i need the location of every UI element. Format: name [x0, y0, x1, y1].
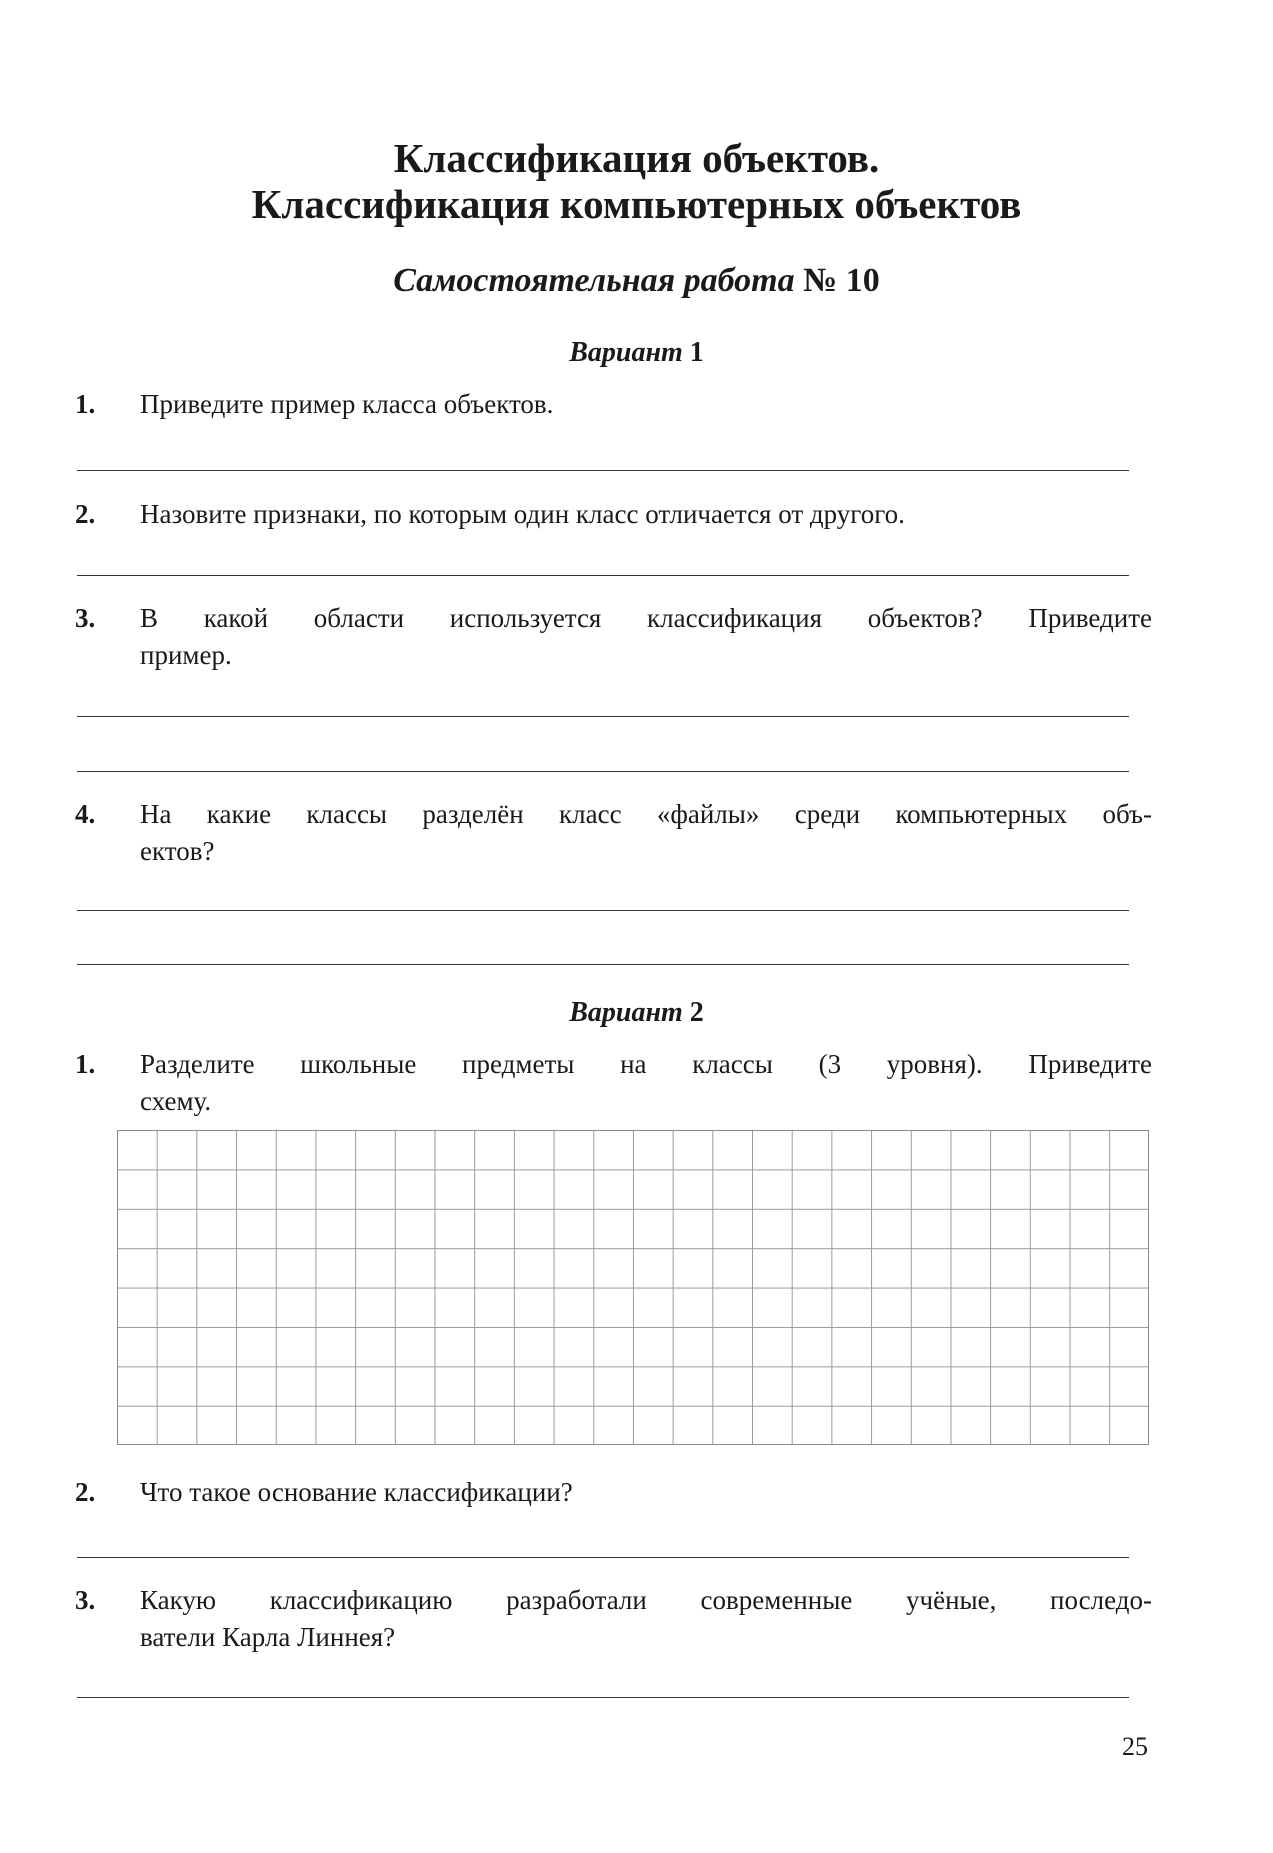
variant-1-heading	[0, 337, 1273, 369]
answer-line	[77, 716, 1129, 717]
answer-line	[77, 470, 1129, 471]
v1-q3-text-line1: В какой области используется классификация объектов? Приведите	[140, 603, 1152, 633]
v1-q2-number: 2.	[75, 499, 96, 529]
variant-2-heading	[0, 997, 1273, 1029]
v2-q3-text-line1: Какую классификацию разработали современные учёные, последо-	[140, 1585, 1152, 1615]
answer-line	[77, 964, 1129, 965]
work-heading	[0, 262, 1273, 300]
title-line-2: Классификация компьютерных объектов	[251, 181, 1022, 227]
v2-q1-text-line2: схему.	[140, 1086, 212, 1116]
answer-line	[77, 575, 1129, 576]
v2-q2-number: 2.	[75, 1477, 96, 1507]
v2-q1-text-line1: Разделите школьные предметы на классы (3 уровня). Приведите	[140, 1049, 1152, 1079]
v1-q3-text-line2: пример.	[140, 640, 232, 670]
answer-line	[77, 1697, 1129, 1698]
variant-1-number: 1	[689, 337, 704, 368]
v2-q3-number: 3.	[75, 1585, 96, 1615]
variant-2-label: Вариант	[569, 997, 683, 1028]
v1-q4-number: 4.	[75, 799, 96, 829]
variant-1-label: Вариант	[569, 337, 683, 368]
answer-line	[77, 1557, 1129, 1558]
v2-q3-text-line2: ватели Карла Линнея?	[140, 1622, 396, 1652]
work-label: Самостоятельная работа	[393, 262, 795, 299]
page-number: 25	[1122, 1732, 1148, 1761]
title-line-1: Классификация объектов.	[393, 135, 880, 181]
v1-q4-text-line1: На какие классы разделён класс «файлы» среди компьютерных объ-	[140, 799, 1152, 829]
v2-q2-text: Что такое основание классификации?	[140, 1477, 573, 1507]
v2-q1-number: 1.	[75, 1049, 96, 1079]
v1-q4-text-line2: ектов?	[140, 836, 215, 866]
answer-line	[77, 910, 1129, 911]
answer-line	[77, 771, 1129, 772]
v1-q3-number: 3.	[75, 603, 96, 633]
answer-grid	[117, 1130, 1149, 1445]
v1-q2-text: Назовите признаки, по которым один класс отличается от другого.	[140, 499, 905, 529]
work-number: № 10	[803, 262, 880, 299]
v1-q1-text: Приведите пример класса объектов.	[140, 389, 554, 419]
v1-q1-number: 1.	[75, 389, 96, 419]
variant-2-number: 2	[689, 997, 704, 1028]
